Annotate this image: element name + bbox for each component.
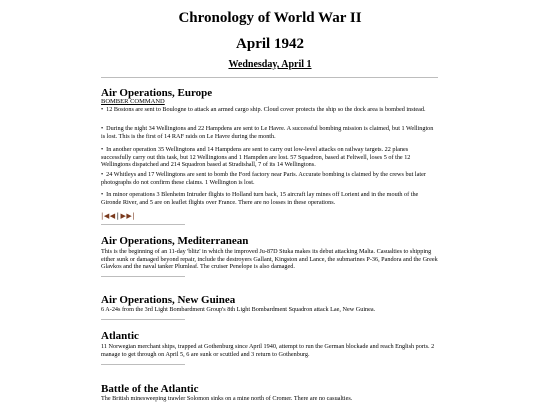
section-heading-air-ops-europe: Air Operations, Europe [101, 87, 213, 99]
nav-separator: | [116, 212, 120, 220]
day-heading: Wednesday, April 1 [228, 59, 312, 70]
list-item: • During the night 34 Wellingtons and 22 Hampdens are sent to Le Havre. A successful bombing mission is claimed, but 1 Wellington is lost. This is the first of 14 RAF raids on Le Havre during the month. [101, 125, 434, 140]
section-text: This is the beginning of an 11-day 'blitz' in which the improved Ju-87D Stuka makes its debut attacking Malta. Casualties to shipping either sunk or damaged beyond repair, include the destroyers Gallant, Kingston and Lance, the submarines P-36, Pandora and the Greek Glavkos and the naval tanker Plumleaf. The cruiser Penelope is also damaged. [101, 248, 438, 271]
section-heading-battle-atlantic: Battle of the Atlantic [101, 383, 199, 395]
bullet-icon: • [101, 191, 104, 198]
bomber-command-subheading: BOMBER COMMAND [101, 98, 165, 105]
bullet-icon: • [101, 106, 104, 113]
list-item: • 24 Whitleys and 17 Wellingtons are sent to bomb the Ford factory near Paris. Accurate bombing is claimed by the crews but later photographs do not confirm these claims. 1 Wellington is lost. [101, 171, 426, 186]
list-item: • In another operation 35 Wellingtons and 14 Hampdens are sent to carry out low-level attacks on railway targets. 22 planes successfully carry out this task, but 12 Wellingtons and 1 Hampden are lost. 57 Squadron, based at Feltwell, loses 5 of the 12 Wellingtons dispatched and 214 Squadron based at Stradishall, 7 of its 14 Wellingtons. [101, 146, 411, 169]
bullet-icon: • [101, 171, 104, 178]
bullet-icon: • [101, 125, 104, 132]
list-item: • 12 Bostons are sent to Boulogne to attack an armed cargo ship. Cloud cover protects the ship so the dock area is bombed instead. [101, 106, 426, 113]
divider [101, 364, 185, 365]
section-text: 6 A-24s from the 3rd Light Bombardment Group's 8th Light Bombardment Squadron attack Lae, New Guinea. [101, 306, 376, 313]
divider [101, 319, 185, 320]
section-heading-atlantic: Atlantic [101, 330, 139, 342]
section-heading-air-ops-new-guinea: Air Operations, New Guinea [101, 294, 236, 306]
next-day-link[interactable]: ▶▶| [120, 212, 136, 220]
section-text: The British minesweeping trawler Solomon sinks on a mine north of Cromer. There are no casualties. [101, 395, 353, 402]
month-heading: April 1942 [236, 36, 304, 52]
previous-day-link[interactable]: |◀◀ [101, 212, 116, 220]
divider [101, 224, 185, 225]
list-item: • In minor operations 3 Blenheim Intruder flights to Holland turn back, 15 aircraft lay mines off Lorient and in the mouth of the Gironde River, and 5 are on leaflet flights over France. There are no losses in these operations. [101, 191, 419, 206]
section-text: 11 Norwegian merchant ships, trapped at Gothenburg since April 1940, attempt to run the German blockade and reach English ports. 2 manage to get through on April 5, 6 are sunk or scuttled and 3 return to Gothenburg. [101, 343, 435, 358]
section-heading-air-ops-mediterranean: Air Operations, Mediterranean [101, 235, 249, 247]
divider [101, 276, 185, 277]
day-navigation [101, 212, 135, 221]
page-title: Chronology of World War II [178, 10, 362, 26]
bullet-icon: • [101, 146, 104, 153]
divider [101, 77, 438, 78]
